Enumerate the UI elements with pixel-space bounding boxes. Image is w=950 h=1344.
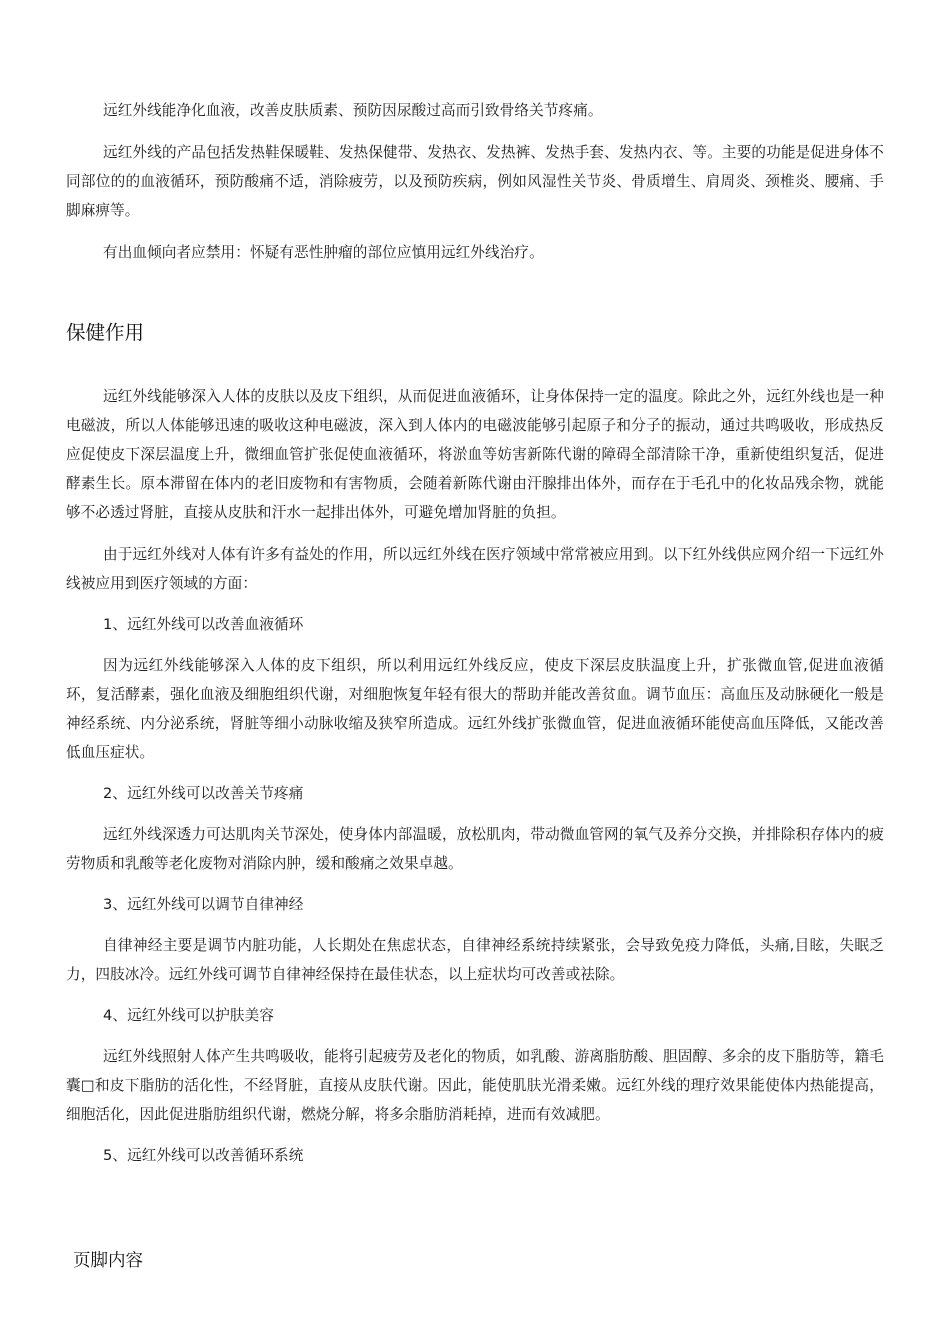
paragraph: 自律神经主要是调节内脏功能，人长期处在焦虑状态，自律神经系统持续紧张，会导致免疫力降低，头痛,目眩，失眠乏力，四肢冰冷。远红外线可调节自律神经保持在最佳状态，以上症状均可改善或祛除。 (66, 937, 884, 983)
list-heading: 1、远红外线可以改善血液循环 (103, 616, 304, 633)
paragraph: 远红外线能净化血液，改善皮肤质素、预防因尿酸过高而引致骨络关节疼痛。 (103, 102, 603, 119)
list-heading: 4、远红外线可以护肤美容 (103, 1007, 275, 1024)
paragraph: 由于远红外线对人体有许多有益处的作用，所以远红外线在医疗领域中常常被应用到。以下红外线供应网介绍一下远红外线被应用到医疗领域的方面： (66, 546, 884, 592)
paragraph: 远红外线能够深入人体的皮肤以及皮下组织，从而促进血液循环，让身体保持一定的温度。除此之外，远红外线也是一种电磁波，所以人体能够迅速的吸收这种电磁波，深入到人体内的电磁波能够引起原子和分子的振动，通过共鸣吸收，形成热反应促使皮下深层温度上升，微细血管扩张促使血液循环，将淤血等妨害新陈代谢的障碍全部清除干净，重新使组织复活，促进酵素生长。原本滞留在体内的老旧废物和有害物质，会随着新陈代谢由汗腺排出体外，而存在于毛孔中的化妆品残余物，就能够不必透过肾脏，直接从皮肤和汗水一起排出体外，可避免增加肾脏的负担。 (66, 388, 884, 521)
paragraph: 远红外线照射人体产生共鸣吸收，能将引起疲劳及老化的物质，如乳酸、游离脂肪酸、胆固醇、多余的皮下脂肪等，籍毛囊□和皮下脂肪的活化性，不经肾脏，直接从皮肤代谢。因此，能使肌肤光滑柔嫩。远红外线的理疗效果能使体内热能提高，细胞活化，因此促进脂肪组织代谢，燃烧分解，将多余脂肪消耗掉，进而有效减肥。 (66, 1048, 884, 1123)
paragraph: 远红外线深透力可达肌肉关节深处，使身体内部温暖，放松肌肉，带动微血管网的氧气及养分交换，并排除积存体内的疲劳物质和乳酸等老化废物对消除内肿，缓和酸痛之效果卓越。 (66, 826, 884, 872)
paragraph: 因为远红外线能够深入人体的皮下组织，所以利用远红外线反应，使皮下深层皮肤温度上升，扩张微血管,促进血液循环，复活酵素，强化血液及细胞组织代谢，对细胞恢复年轻有很大的帮助并能改善贫血。调节血压：高血压及动脉硬化一般是神经系统、内分泌系统，肾脏等细小动脉收缩及狭窄所造成。远红外线扩张微血管，促进血液循环能使高血压降低，又能改善低血压症状。 (66, 657, 884, 761)
list-heading: 2、远红外线可以改善关节疼痛 (103, 785, 304, 802)
list-heading: 3、远红外线可以调节自律神经 (103, 896, 304, 913)
paragraph: 远红外线的产品包括发热鞋保暖鞋、发热保健带、发热衣、发热裤、发热手套、发热内衣、等。主要的功能是促进身体不同部位的的血液循环，预防酸痛不适，消除疲劳，以及预防疾病，例如风湿性关节炎、骨质增生、肩周炎、颈椎炎、腰痛、手脚麻痹等。 (66, 144, 884, 219)
paragraph: 有出血倾向者应禁用：怀疑有恶性肿瘤的部位应慎用远红外线治疗。 (103, 244, 544, 261)
document-body (66, 96, 884, 1170)
page-footer: 页脚内容 (73, 1251, 143, 1271)
section-heading: 保健作用 (66, 321, 145, 344)
list-heading: 5、远红外线可以改善循环系统 (103, 1147, 304, 1164)
